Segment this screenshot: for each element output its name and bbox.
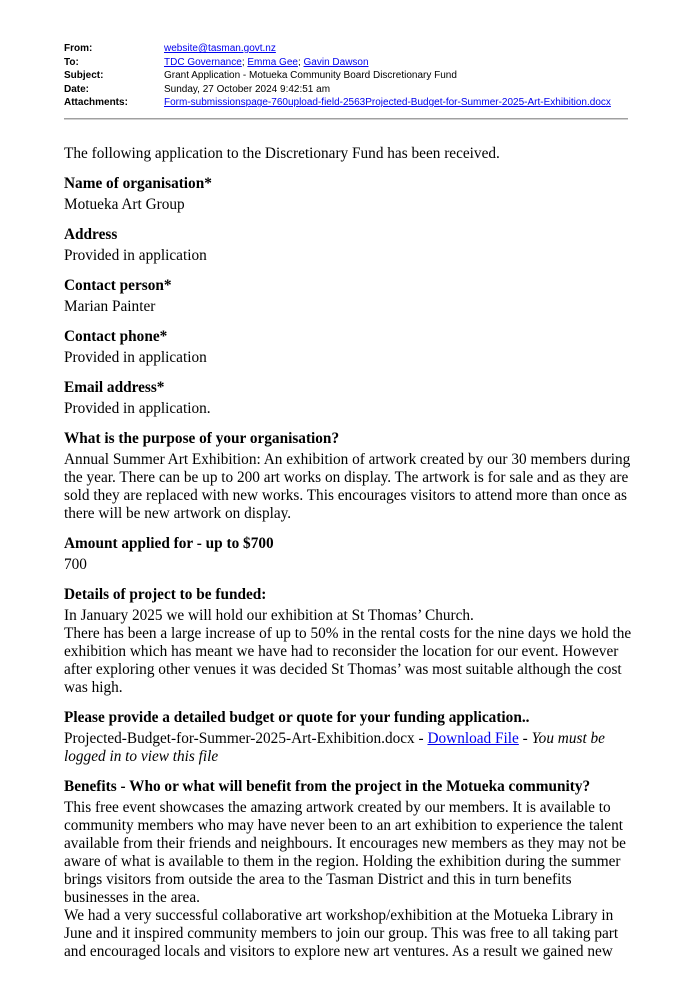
attachment-link[interactable]: Form-submissionspage-760upload-field-2563Projected-Budget-for-Summer-2025-Art-Exhibition.docx — [164, 97, 611, 108]
from-row — [64, 42, 628, 56]
field-label: Name of organisation* — [64, 175, 212, 192]
subject-row — [64, 69, 628, 83]
header-divider — [64, 118, 628, 120]
field-contact-person — [64, 277, 636, 316]
details-paragraph: In January 2025 we will hold our exhibition at St Thomas’ Church. — [64, 607, 474, 624]
field-label: Contact person* — [64, 277, 172, 294]
recipient-separator: ; — [241, 56, 248, 68]
field-label: Contact phone* — [64, 328, 168, 345]
recipient-link-gavin-dawson[interactable]: Gavin Dawson — [303, 56, 369, 68]
field-project-details — [64, 586, 636, 697]
to-row — [64, 56, 628, 70]
field-value: Marian Painter — [64, 298, 156, 315]
field-label: Details of project to be funded: — [64, 586, 267, 603]
field-contact-phone — [64, 328, 636, 367]
field-label: Amount applied for - up to $700 — [64, 535, 274, 552]
recipient-separator: ; — [297, 56, 304, 68]
field-value: Provided in application — [64, 349, 207, 366]
field-organisation-purpose — [64, 430, 636, 523]
field-label: Please provide a detailed budget or quote for your funding application.. — [64, 709, 530, 726]
budget-value — [64, 730, 636, 766]
field-organisation-name — [64, 175, 636, 214]
field-email-address — [64, 379, 636, 418]
from-label: From: — [64, 43, 93, 54]
field-label: Benefits - Who or what will benefit from the project in the Motueka community? — [64, 778, 591, 795]
field-value: Motueka Art Group — [64, 196, 185, 213]
intro-text: The following application to the Discretionary Fund has been received. — [64, 145, 500, 162]
attachments-row — [64, 96, 628, 110]
to-label: To: — [64, 56, 79, 68]
field-label: What is the purpose of your organisation? — [64, 430, 340, 447]
date-label: Date: — [64, 83, 90, 95]
recipient-link-emma-gee[interactable]: Emma Gee — [247, 56, 298, 68]
details-paragraph: There has been a large increase of up to 50% in the rental costs for the nine days we hold the exhibition which has meant we have had to reconsider the location for our event. However after exploring other venues it was decided St Thomas’ was most suitable although the cost was high. — [64, 625, 632, 696]
budget-dash: - — [414, 730, 428, 747]
attachments-label: Attachments: — [64, 97, 128, 108]
field-benefits — [64, 778, 636, 961]
benefits-paragraph: We had a very successful collaborative art workshop/exhibition at the Motueka Library in June and it inspired community members to join our group. This was free to all taking part and encouraged locals and visitors to explore new art ventures. As a result we gained new — [64, 907, 619, 960]
field-amount-applied — [64, 535, 636, 574]
field-value: Provided in application. — [64, 400, 211, 417]
subject-value: Grant Application - Motueka Community Board Discretionary Fund — [164, 70, 457, 81]
date-row — [64, 83, 628, 97]
budget-filename: Projected-Budget-for-Summer-2025-Art-Exhibition.docx — [64, 730, 415, 747]
field-value: Provided in application — [64, 247, 207, 264]
login-note: - You must be logged in to view this file — [64, 730, 605, 765]
subject-label: Subject: — [64, 70, 104, 81]
field-value: Annual Summer Art Exhibition: An exhibition of artwork created by our 30 members during the year. There can be up to 200 art works on display. The artwork is for sale and as they are sold they are replaced with new works. This encourages visitors to attend more than once as there will be new artwork on display. — [64, 451, 631, 522]
field-value: 700 — [64, 556, 87, 573]
benefits-paragraph: This free event showcases the amazing artwork created by our members. It is available to community members who may have never been to an art exhibition to experience the talent available from their friends and neighbours. It encourages new members as they may not be aware of what is available to them in the region. Holding the exhibition during the summer brings visitors from outside the area to the Tasman District and this in turn benefits businesses in the area. — [64, 799, 626, 906]
email-body — [64, 145, 636, 973]
download-file-link[interactable]: Download File — [427, 730, 519, 747]
date-value: Sunday, 27 October 2024 9:42:51 am — [164, 83, 331, 95]
field-label: Email address* — [64, 379, 165, 396]
field-label: Address — [64, 226, 118, 243]
field-address — [64, 226, 636, 265]
field-budget — [64, 709, 636, 766]
from-email-link[interactable]: website@tasman.govt.nz — [164, 43, 276, 54]
recipient-link-tdc-governance[interactable]: TDC Governance — [164, 56, 242, 68]
email-header — [64, 42, 628, 110]
